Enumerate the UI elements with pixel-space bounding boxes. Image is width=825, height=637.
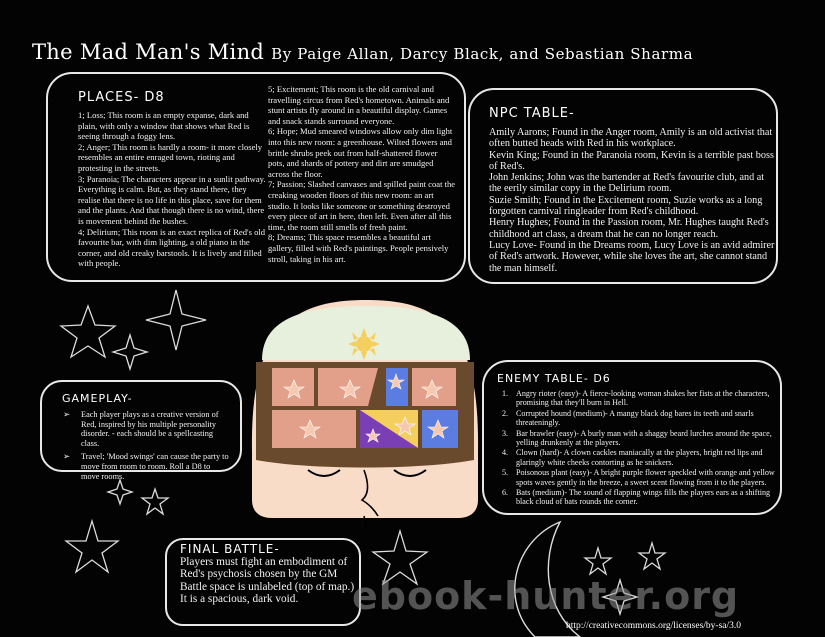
npc-entry: John Jenkins; John was the bartender at Red's favourite club, and at the eerily similar copy in the Delirium room. <box>489 172 765 195</box>
enemy-table-list <box>500 389 780 508</box>
place-entry: 8; Dreams; This space resembles a beautiful art gallery, filled with Red's paintings. People pensively stroll, taking in his art. <box>268 232 449 264</box>
sun-icon <box>348 328 380 360</box>
npc-entry: Suzie Smith; Found in the Excitement room, Suzie works as a long forgotten carnival ringleader from Red's childhood. <box>489 194 763 218</box>
place-entry: 7; Passion; Slashed canvases and spilled paint coat the creaking wooden floors of this new room: an art studio. It looks like someone or something destroyed every piece of art in here, then left. Even after all this time, the room still smells of fresh paint. <box>268 179 456 232</box>
enemy-table-heading: ENEMY TABLE- D6 <box>497 372 611 385</box>
place-entry: 5; Excitement; This room is the old carnival and travelling circus from Red's hometown. Animals and stunt artists fly around in a beautiful display. Games and snack stands surround everyone. <box>268 84 450 126</box>
npc-entry: Kevin King; Found in the Paranoia room, Kevin is a terrible past boss of Red's. <box>489 149 774 172</box>
places-column-1 <box>78 110 268 269</box>
list-item: ➢ Each player plays as a creative version of Red, inspired by his multiple personality disorder. - each should be a spellcasting class. <box>63 410 219 448</box>
npc-table-heading: NPC TABLE- <box>489 106 575 121</box>
list-item: 1. Angry rioter (easy)- A fierce-looking woman shakes her fists at the characters, promising that they'll burn in Hell. <box>502 389 770 408</box>
star-icon <box>61 306 115 357</box>
final-battle-heading: FINAL BATTLE- <box>180 542 280 556</box>
list-item: 4. Clown (hard)- A clown cackles maniacally at the players, bright red lips and glaringly white cheeks contorting as he snickers. <box>502 448 763 467</box>
page-title <box>32 40 693 64</box>
map-room-5 <box>386 368 408 406</box>
places-heading: PLACES- D8 <box>78 90 165 105</box>
place-entry: 3; Paranoia; The characters appear in a sunlit pathway. Everything is calm. But, as they stand there, they realise that there is no life in this place, save for them and the plants. And that though there is no wind, there is movement behind the bushes. <box>78 173 266 226</box>
list-item: 3. Bar brawler (easy)- A burly man with a shaggy beard lurches around the space, yelling drunkenly at the players. <box>502 428 772 448</box>
star-icon <box>66 521 118 572</box>
place-entry: 6; Hope; Mud smeared windows allow only dim light into this new room: a greenhouse. Wilted flowers and brittle shrubs peek out from half-shattered flower pots, and shards of pottery and dirt are smudged across the floor. <box>268 126 453 179</box>
head-illustration <box>252 300 478 525</box>
list-item: ➢ Travel; 'Mood swings' can cause the party to move from room to room. Roll a D8 to move rooms. <box>63 452 229 481</box>
place-entry: 2; Anger; This room is hardly a room- it more closely resembles an entire enraged town, rioting and protesting in the streets. <box>78 141 263 173</box>
gameplay-heading: GAMEPLAY- <box>62 392 133 405</box>
npc-entry: Amily Aarons; Found in the Anger room, Amily is an old activist that often butted heads with Red in his workplace. <box>489 127 773 150</box>
watermark: ebook-hunter.org <box>352 574 740 618</box>
arrow-bullet-icon: ➢ <box>63 452 70 462</box>
list-item: 5. Poisonous plant (easy)- A bright purple flower speckled with orange and yellow spots waves gently in the breeze, a sweet scent flowing from it to the players. <box>502 468 775 487</box>
title-main: The Mad Man's Mind <box>32 40 265 64</box>
arrow-bullet-icon: ➢ <box>63 410 70 419</box>
place-entry: 4; Delirium; This room is an exact replica of Red's old favourite bar, with dim lighting, a old piano in the corner, and old creaky barstools. It is lively and filled with people. <box>78 226 266 269</box>
star-icon <box>639 543 665 569</box>
list-item: 2. Corrupted hound (medium)- A mangy black dog bares its teeth and snarls threateningly. <box>502 408 754 428</box>
final-battle-text: Players must fight an embodiment of Red's psychosis chosen by the GM Battle space is unlabeled (top of map.) It is a spacious, dark void. <box>180 556 355 605</box>
license-link[interactable]: http://creativecommons.org/licenses/by-sa/3.0 <box>566 621 742 631</box>
npc-entry: Henry Hughes; Found in the Passion room, Mr. Hughes taught Red's childhood art class, a dream that he can no longer reach. <box>489 217 769 240</box>
npc-table-body <box>489 127 779 274</box>
npc-entry: Lucy Love- Found in the Dreams room, Lucy Love is an avid admirer of Red's artwork. However, while she loves the art, she cannot stand the man himself. <box>489 239 775 274</box>
places-column-2 <box>268 84 456 264</box>
list-item: 6. Bats (medium)- The sound of flapping wings fills the players ears as a shifting black cloud of bats rounds the corner. <box>502 488 771 507</box>
star-icon <box>142 489 168 514</box>
gameplay-list <box>60 410 230 485</box>
place-entry: 1; Loss; This room is an empty expanse, dark and plain, with only a window that shows what Red is seeing through a foggy lens. <box>78 110 250 142</box>
star-icon <box>585 548 611 574</box>
sparkle-icon <box>146 290 206 350</box>
title-byline: By Paige Allan, Darcy Black, and Sebastian Sharma <box>271 45 694 63</box>
sparkle-icon <box>113 335 147 369</box>
